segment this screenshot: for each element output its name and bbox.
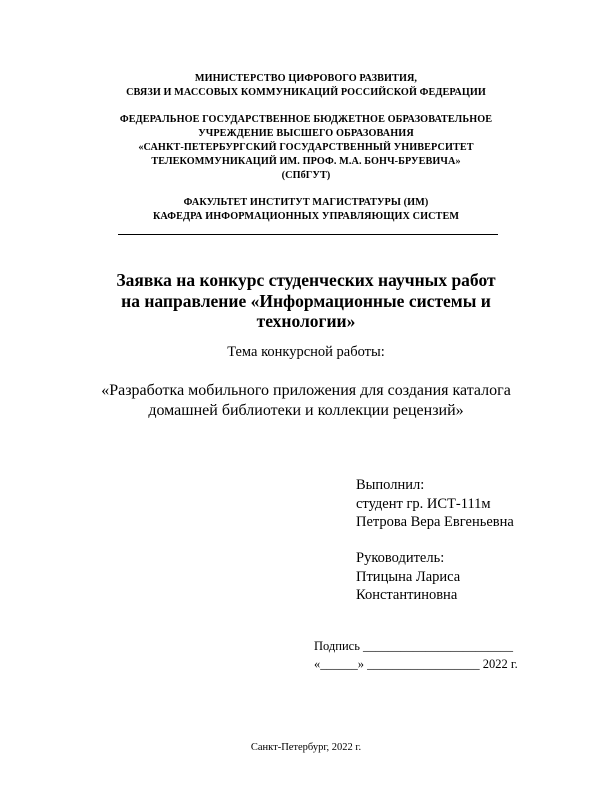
institution-line-2: УЧРЕЖДЕНИЕ ВЫСШЕГО ОБРАЗОВАНИЯ xyxy=(198,128,414,139)
institution-heading xyxy=(0,113,612,183)
signature-line: Подпись ________________________ xyxy=(314,639,514,653)
document-title xyxy=(0,270,612,332)
date-line: «______» __________________ 2022 г. xyxy=(314,657,518,671)
title-line-2: на направление «Информационные системы и xyxy=(121,290,491,311)
supervisor-block xyxy=(356,549,460,605)
ministry-line-1: МИНИСТЕРСТВО ЦИФРОВОГО РАЗВИТИЯ, xyxy=(194,73,418,84)
department-line: КАФЕДРА ИНФОРМАЦИОННЫХ УПРАВЛЯЮЩИХ СИСТЕМ xyxy=(152,211,460,222)
faculty-line: ФАКУЛЬТЕТ ИНСТИТУТ МАГИСТРАТУРЫ (ИМ) xyxy=(183,197,429,208)
faculty-heading xyxy=(0,196,612,224)
footer-city-year: Санкт-Петербург, 2022 г. xyxy=(250,742,362,753)
supervisor-name-line-2: Константиновна xyxy=(356,587,458,603)
ministry-heading xyxy=(0,72,612,100)
title-line-3: технологии» xyxy=(256,311,356,331)
institution-line-4: ТЕЛЕКОММУНИКАЦИЙ ИМ. ПРОФ. М.А. БОНЧ-БРУЕВИЧА» xyxy=(151,156,461,167)
institution-line-1: ФЕДЕРАЛЬНОЕ ГОСУДАРСТВЕННОЕ БЮДЖЕТНОЕ ОБРАЗОВАТЕЛЬНОЕ xyxy=(119,114,493,125)
header-divider xyxy=(118,234,498,235)
institution-line-5: (СПбГУТ) xyxy=(281,170,331,181)
ministry-line-2: СВЯЗИ И МАССОВЫХ КОММУНИКАЦИЙ РОССИЙСКОЙ ФЕДЕРАЦИИ xyxy=(126,87,486,98)
supervisor-label: Руководитель: xyxy=(356,550,445,566)
signature-block xyxy=(314,637,518,673)
author-block xyxy=(356,476,514,532)
author-label: Выполнил: xyxy=(356,477,425,493)
author-name: Петрова Вера Евгеньевна xyxy=(356,514,514,530)
institution-line-3: «САНКТ-ПЕТЕРБУРГСКИЙ ГОСУДАРСТВЕННЫЙ УНИВЕРСИТЕТ xyxy=(138,142,474,153)
supervisor-name-line-1: Птицына Лариса xyxy=(356,568,461,585)
topic-text xyxy=(0,381,612,421)
title-line-1: Заявка на конкурс студенческих научных работ xyxy=(116,270,496,290)
author-group: студент гр. ИСТ-111м xyxy=(356,495,491,512)
topic-line-1: «Разработка мобильного приложения для создания каталога xyxy=(101,382,511,399)
topic-line-2: домашней библиотеки и коллекции рецензий» xyxy=(148,402,464,419)
topic-label: Тема конкурсной работы: xyxy=(227,344,385,360)
